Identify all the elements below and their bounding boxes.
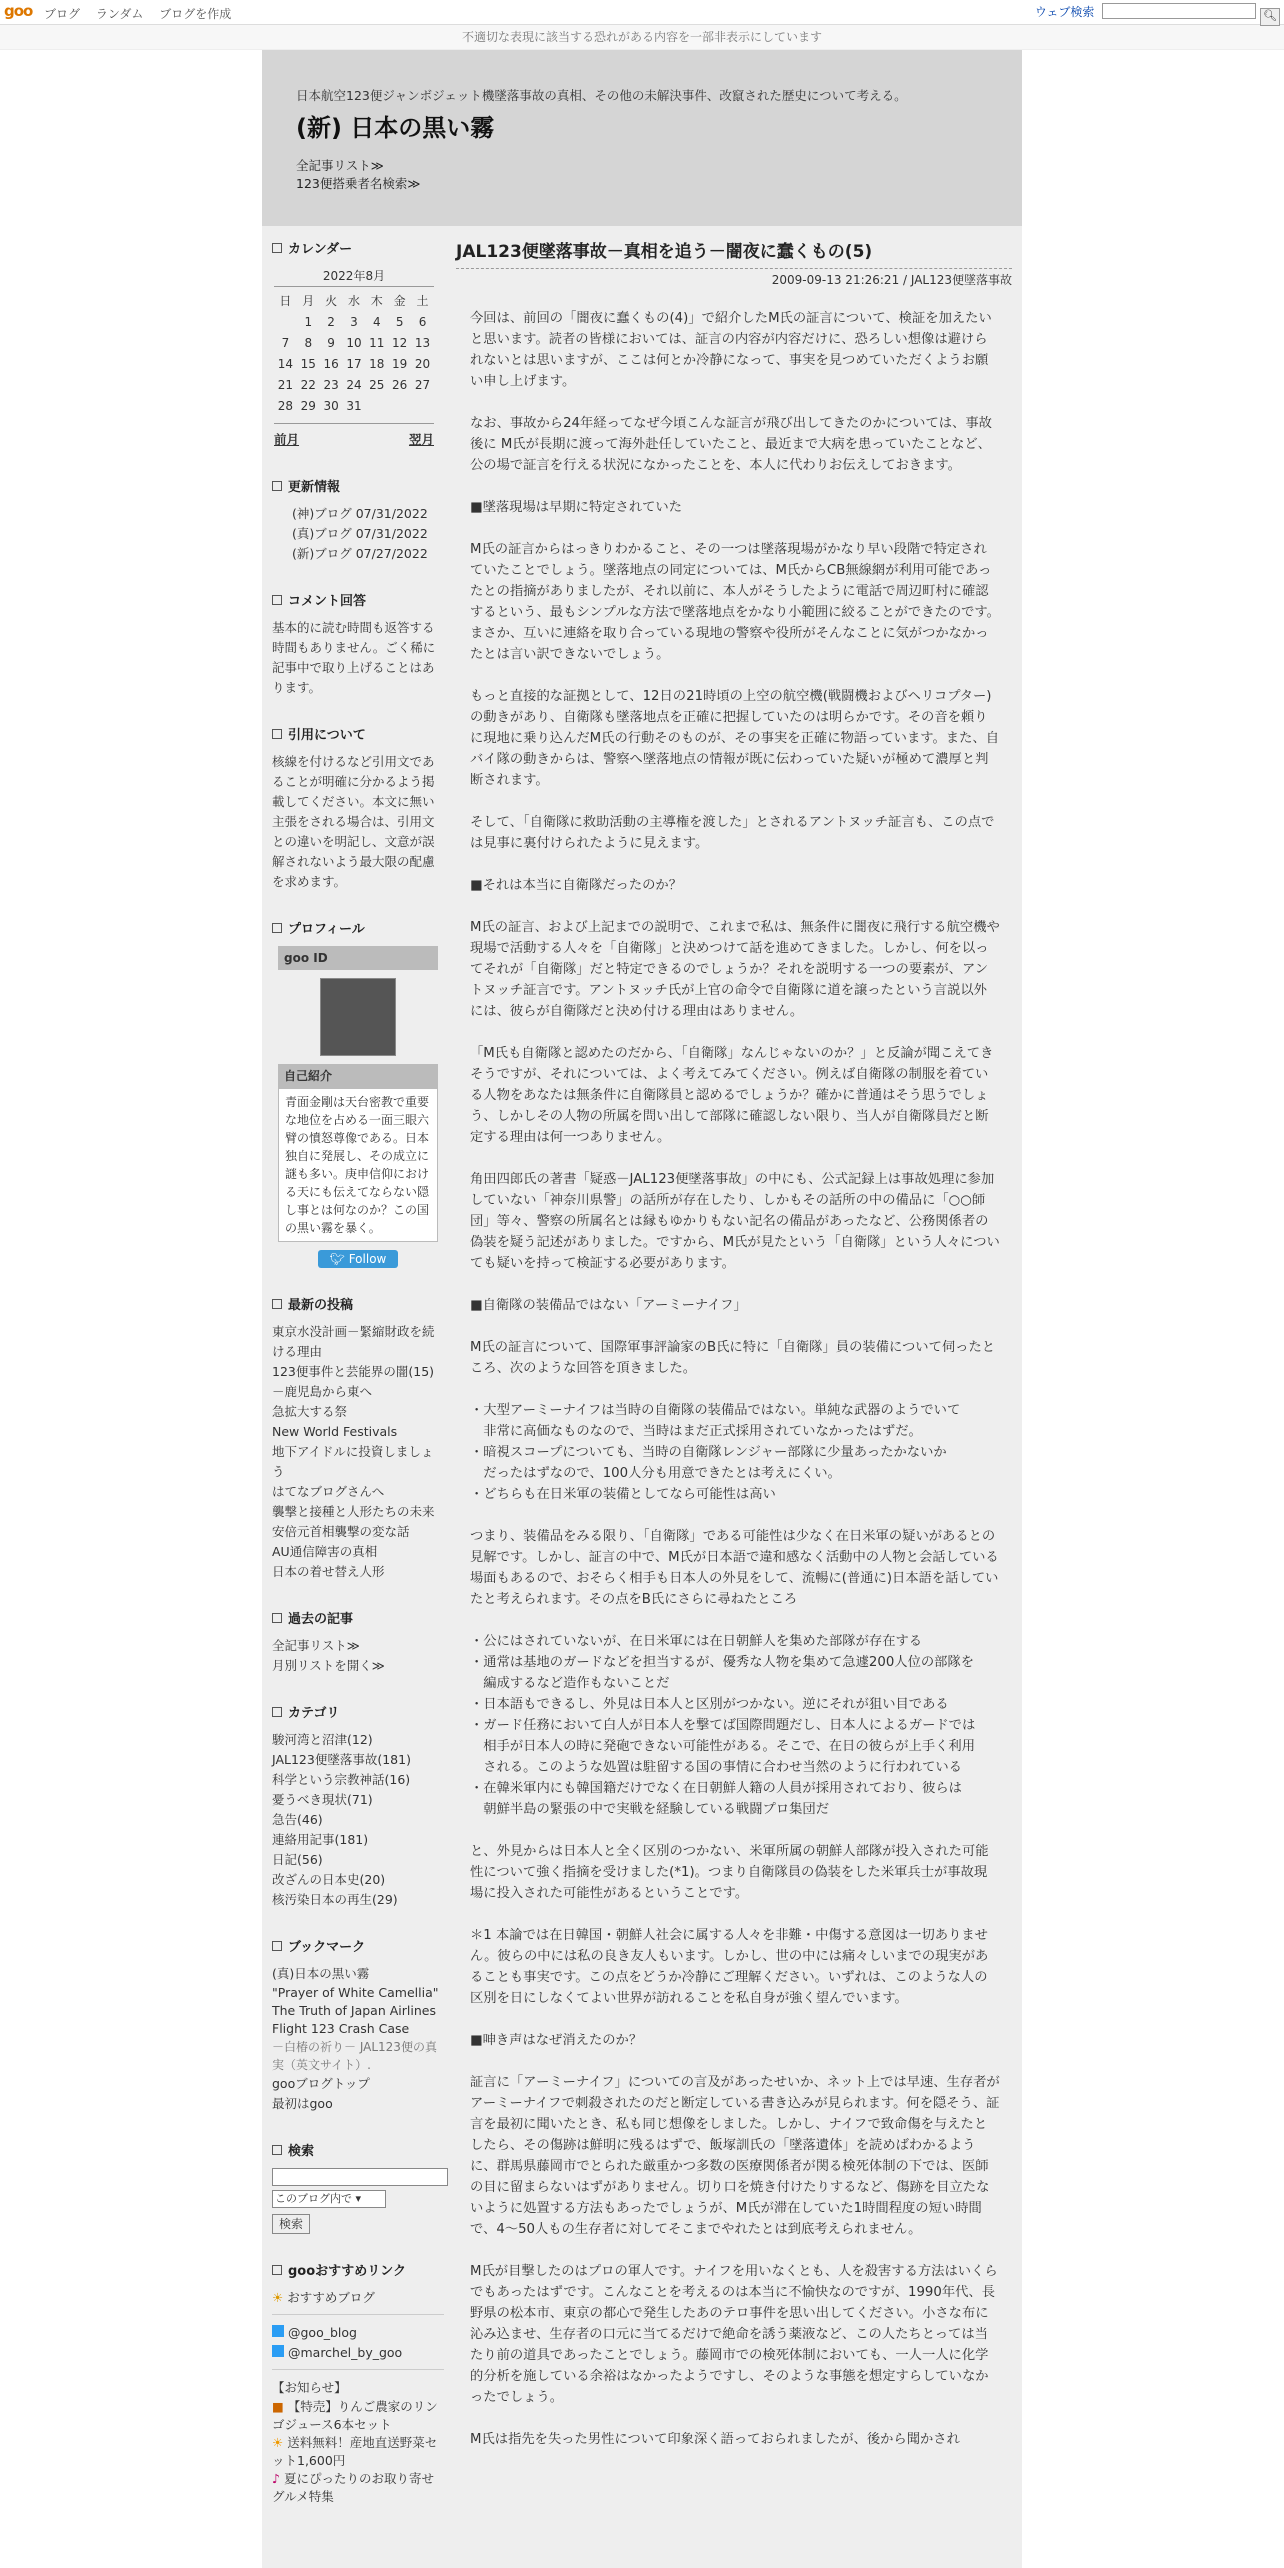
calendar-day <box>274 312 297 333</box>
quote-heading: 引用について <box>288 728 366 743</box>
sidebar <box>272 240 444 2534</box>
passenger-search-link[interactable]: 123便搭乗者名検索≫ <box>296 176 421 191</box>
bullet-square-icon <box>272 1707 282 1717</box>
calendar-day: 24 <box>346 378 362 392</box>
category-count: (56) <box>297 1852 323 1867</box>
goo-id-label: goo ID <box>278 946 438 970</box>
category-item[interactable] <box>272 1810 444 1830</box>
post-paragraph: M氏は指先を失った男性について印象深く語っておられましたが、後から聞かされ <box>470 2432 960 2447</box>
calendar-day: 15 <box>300 357 316 371</box>
recent-post-link[interactable]: New World Festivals <box>272 1424 398 1439</box>
top-link-create[interactable]: ブログを作成 <box>159 7 232 21</box>
calendar-day: 16 <box>323 357 339 371</box>
comments-heading: コメント回答 <box>288 594 367 609</box>
update-item[interactable]: (新)ブログ 07/27/2022 <box>292 546 428 561</box>
bullet-square-icon <box>272 2145 282 2155</box>
calendar-day: 17 <box>346 357 362 371</box>
search-icon[interactable]: 🔍︎ <box>1260 8 1280 26</box>
top-bar <box>0 0 1284 25</box>
category-item[interactable] <box>272 1850 444 1870</box>
calendar-day: 14 <box>277 357 294 371</box>
news-text: 夏にぴったりのお取り寄せグルメ特集 <box>272 2471 434 2504</box>
calendar-day: 25 <box>369 378 385 392</box>
top-links <box>44 5 243 22</box>
post-paragraph: と、外見からは日本人と全く区別のつかない、米軍所属の朝鮮人部隊が投入された可能性について強く指摘を受けました(*1)。つまり自衛隊員の偽装をした米軍兵士が事故現場に投入された可能性があるということです。 <box>470 1844 989 1901</box>
category-count: (71) <box>347 1792 373 1807</box>
category-item[interactable] <box>272 1750 444 1770</box>
post-section-heading: ■自衛隊の装備品ではない「アーミーナイフ」 <box>470 1298 747 1313</box>
bookmark-heading: ブックマーク <box>288 1940 366 1955</box>
category-name: 改ざんの日本史 <box>272 1872 360 1887</box>
post-paragraph: もっと直接的な証拠として、12日の21時頃の上空の航空機(戦闘機およびヘリコプター)の動きがあり、自衛隊も墜落地点を正確に把握していたのは明らかです。その音を頼りに現地に乗り込んだM氏の行動そのものが、その事実を正確に物語っています。また、自バイ隊の動きからは、警察へ墜落地点の情報が既に伝わっていた疑いが極めて濃厚と判断されます。 <box>470 689 999 788</box>
post-paragraph: M氏の証言について、国際軍事評論家のB氏に特に「自衛隊」員の装備について伺ったところ、次のような回答を頂きました。 <box>470 1340 996 1376</box>
calendar-day: 2 <box>327 315 335 329</box>
bullet-square-icon <box>272 1299 282 1309</box>
intro-label: 自己紹介 <box>278 1064 438 1088</box>
page-container <box>262 50 1022 2568</box>
archive-heading: 過去の記事 <box>288 1612 354 1627</box>
bird-icon: 🐦︎ <box>329 1252 345 1266</box>
post-section-heading: ■それは本当に自衛隊だったのか？ <box>470 878 683 893</box>
category-name: JAL123便墜落事故 <box>272 1752 378 1767</box>
post-section-heading: ■呻き声はなぜ消えたのか？ <box>470 2033 643 2048</box>
twitter-link[interactable] <box>272 2343 444 2370</box>
news-item[interactable] <box>272 2470 444 2506</box>
recent-heading: 最新の投稿 <box>288 1298 354 1313</box>
calendar-weekday: 金 <box>393 294 406 308</box>
calendar-day: 9 <box>327 336 335 350</box>
goo-links-box <box>272 2262 444 2506</box>
category-count: (20) <box>359 1872 386 1887</box>
post-paragraph: 「M氏も自衛隊と認めたのだから、「自衛隊」なんじゃないのか？」と反論が聞こえてきそうですが、それについては、よく考えてみてください。例えば自衛隊の制服を着ている人物をあなたは無条件に自衛隊員と認めるでしょうか？確かに普通はそう思うでしょう、しかしその人物の所属を問い出して部隊に確認しない限り、当人が自衛隊員だと断定する理由は何一つありません。 <box>470 1046 994 1145</box>
news-item[interactable] <box>272 2398 444 2434</box>
calendar-day: 28 <box>277 399 294 413</box>
twitter-icon <box>272 2325 284 2337</box>
calendar-day: 26 <box>392 378 408 392</box>
archive-month-link[interactable]: 月別リストを開く≫ <box>272 1658 385 1673</box>
bookmark-box <box>272 1938 444 2114</box>
updates-box <box>272 478 444 564</box>
post-paragraph: M氏の証言、および上記までの説明で、これまで私は、無条件に闇夜に飛行する航空機や現場で活動する人々を「自衛隊」と決めつけて話を進めてきました。しかし、何を以ってそれが「自衛隊」だと特定できるのでしょうか？それを説明する一つの要素が、アントヌッチ証言です。アントヌッチ氏が上官の命令で自衛隊に道を譲ったという言説以外には、彼らが自衛隊だと決め付ける理由はありません。 <box>470 920 1000 1019</box>
post-paragraph: 今回は、前回の「闇夜に蠢くもの(4)」で紹介したM氏の証言について、検証を加えたいと思います。読者の皆様においては、証言の内容が内容だけに、恐ろしい想像は避けられないとは思いますが、ここは何とか冷静になって、事実を見つめていただくようお願い申し上げます。 <box>470 311 992 389</box>
calendar-day: 13 <box>414 336 431 350</box>
quote-text: 核線を付けるなど引用文であることが明確に分かるよう掲載してください。本文に無い主張をされる場合は、引用文との違いを明記し、文意が誤解されないよう最大限の配慮を求めます。 <box>272 754 435 889</box>
bullet-square-icon <box>272 729 282 739</box>
twitter-handle: @goo_blog <box>287 2325 357 2340</box>
web-search-label[interactable]: ウェブ検索 <box>1034 5 1095 19</box>
blog-header <box>262 50 1022 226</box>
calendar-day: 8 <box>304 336 313 350</box>
bullet-square-icon <box>272 923 282 933</box>
calendar-day: 6 <box>418 315 427 329</box>
intro-text: 青面金剛は天台密教で重要な地位を占める一面三眼六臂の憤怒尊像である。日本独自に発展し、その成立に謎も多い。庚申信仰における天にも伝えてならない隠し事とは何なのか？この国の黒い霧を暴く。 <box>278 1088 438 1242</box>
search-box <box>272 2142 444 2234</box>
news-item[interactable] <box>272 2434 444 2470</box>
calendar-day: 4 <box>372 315 381 329</box>
recent-post-link[interactable]: AU通信障害の真相 <box>272 1544 378 1559</box>
bullet-square-icon <box>272 595 282 605</box>
category-count: (181) <box>334 1832 369 1847</box>
news-text: 【特売】りんご農家のリンゴジュース6本セット <box>272 2399 438 2432</box>
calendar-day: 19 <box>392 357 408 371</box>
category-item[interactable] <box>272 1790 444 1810</box>
calendar-weekday: 木 <box>370 294 383 308</box>
category-count: (46) <box>297 1812 323 1827</box>
bookmark-item: －白椿の祈り－ JAL123便の真実（英文サイト）. <box>272 2040 437 2072</box>
category-name: 核汚染日本の再生 <box>272 1892 373 1907</box>
calendar-day: 7 <box>281 336 290 350</box>
calendar-prev[interactable]: 前月 <box>274 432 300 447</box>
post-title[interactable]: JAL123便墜落事故－真相を追う－闇夜に蠢くもの(5) <box>456 242 873 262</box>
category-item[interactable] <box>272 1830 444 1850</box>
calendar-weekday: 月 <box>302 294 315 308</box>
category-item[interactable] <box>272 1730 444 1750</box>
follow-label: Follow <box>348 1252 387 1266</box>
twitter-icon <box>272 2345 284 2357</box>
calendar-day: 21 <box>277 378 294 392</box>
blog-description: 日本航空123便ジャンボジェット機墜落事故の真相、その他の未解決事件、改竄された歴史について考える。 <box>296 88 907 103</box>
bullet-square-icon <box>272 481 282 491</box>
recent-post-link[interactable]: 安倍元首相襲撃の変な話 <box>272 1524 410 1539</box>
sun-icon: ☀︎ <box>272 2435 284 2450</box>
bulb-icon: ☀︎ <box>272 2290 284 2305</box>
category-heading: カテゴリ <box>288 1706 340 1721</box>
select-value: このブログ内で <box>275 2192 352 2205</box>
update-item[interactable]: (神)ブログ 07/31/2022 <box>292 506 428 521</box>
category-item[interactable] <box>272 1890 444 1910</box>
search-heading: 検索 <box>288 2144 315 2159</box>
blog-title[interactable]: (新) 日本の黒い霧 <box>296 114 495 142</box>
blog-search-select[interactable]: このブログ内で ▾ <box>272 2190 386 2208</box>
calendar-day: 18 <box>369 357 385 371</box>
post-paragraph: つまり、装備品をみる限り、「自衛隊」である可能性は少なく在日米軍の疑いがあるとの見解です。しかし、証言の中で、M氏が日本語で違和感なく活動中の人物と会話している場面もあるので、おそらく相手も日本人の外見をして、流暢に(普通に)日本語を話していたと考えられます。その点をB氏にさらに尋ねたところ <box>470 1529 999 1607</box>
category-box <box>272 1704 444 1910</box>
web-search-input[interactable] <box>1102 3 1256 19</box>
twitter-follow-button[interactable] <box>318 1250 398 1268</box>
calendar-day <box>411 396 434 417</box>
category-count: (12) <box>347 1732 373 1747</box>
calendar-next[interactable]: 翌月 <box>408 432 434 447</box>
recent-post-link[interactable]: 地下アイドルに投資しましょう <box>272 1444 434 1479</box>
post-meta: 2009-09-13 21:26:21 / JAL123便墜落事故 <box>456 268 1012 288</box>
recent-post-link[interactable]: 日本の着せ替え人形 <box>272 1564 385 1579</box>
recent-post-link[interactable]: はてなブログさんへ <box>272 1484 385 1499</box>
web-search <box>1035 3 1280 26</box>
post-paragraph: M氏の証言からはっきりわかること、その一つは墜落現場がかなり早い段階で特定されていたことでしょう。墜落地点の同定については、M氏からCB無線網が利用可能であったとの指摘がありましたが、それ以前に、本人がそうしたように電話で周辺町村に確認するという、最もシンプルな方法で墜落地点をかなり小範囲に絞ることができたのです。まさか、互いに連絡を取り合っている現地の警察や役所がそんなことに気がつかなかったとは言い訳できないでしょう。 <box>470 542 1000 662</box>
category-item[interactable] <box>272 1770 444 1790</box>
calendar-weekday: 水 <box>347 294 360 308</box>
quote-box <box>272 726 444 892</box>
recent-post-link[interactable]: 襲撃と接種と人形たちの未来 <box>272 1504 435 1519</box>
bookmark-item[interactable]: (真)日本の黒い霧 <box>272 1966 370 1981</box>
post-paragraph: ・公にはされていないが、在日米軍には在日朝鮮人を集めた部隊が存在する ・通常は基地のガードなどを担当するが、優秀な人物を集めて急遽200人位の部隊を 編成するなど造作もないことだ ・日本語もできるし、外見は日本人と区別がつかない。逆にそれが狙い目である ・ガード任務において白人が日本人を撃てば国際問題だし、日本人によるガードでは 相手が日本人の時に発砲できない可能性がある。そこで、在日の彼らが上手く利用 される。このような処置は駐留する国の事情に合わせ当然のように行われている ・在韓米軍内にも韓国籍だけでなく在日朝鮮人籍の人員が採用されており、彼らは 朝鮮半島の緊張の中で実戦を経験している戦闘プロ集団だ <box>470 1634 976 1817</box>
goo-logo[interactable]: goo <box>4 2 33 20</box>
calendar-weekday: 火 <box>325 294 338 308</box>
calendar-day: 27 <box>414 378 431 392</box>
category-item[interactable] <box>272 1870 444 1890</box>
bullet-square-icon <box>272 1941 282 1951</box>
category-name: 科学という宗教神話 <box>272 1772 385 1787</box>
calendar-day: 11 <box>369 336 385 350</box>
post-paragraph: ・大型アーミーナイフは当時の自衛隊の装備品ではない。単純な武器のようでいて 非常に高価なものなので、当時はまだ正式採用されていなかったはずだ。 ・暗視スコープについても、当時の自衛隊レンジャー部隊に少量あったかないか だったはずなので、100人分も用意できたとは考えにくい。 ・どちらも在日米軍の装備としてなら可能性は高い <box>470 1403 961 1502</box>
calendar-box <box>272 240 444 450</box>
category-name: 連絡用記事 <box>272 1832 335 1847</box>
calendar-day: 12 <box>392 336 408 350</box>
blog-search-input[interactable] <box>272 2168 448 2186</box>
bullet-square-icon <box>272 1613 282 1623</box>
calendar-day: 3 <box>350 315 358 329</box>
profile-avatar[interactable] <box>320 978 396 1056</box>
category-name: 日記 <box>272 1852 298 1867</box>
gift-icon: ■ <box>272 2399 284 2414</box>
archive-box <box>272 1610 444 1676</box>
post-paragraph: 証言に「アーミーナイフ」についての言及があったせいか、ネット上では早速、生存者がアーミーナイフで刺殺されたのだと断定している書き込みが見られます。何を隠そう、証言を最初に聞いたとき、私も同じ想像をしました。しかし、ナイフで致命傷を与えたとしたら、その傷跡は鮮明に残るはずで、飯塚訓氏の「墜落遺体」を読めばわかるように、群馬県藤岡市でとられた厳重かつ多数の医療関係者が関る検死体制の下では、医師の目に留まらないはずがありません。切り口を焼き付けたりするなど、傷跡を目立たないように処置する方法もあったでしょうが、M氏が滞在していた1時間程度の短い時間で、4～50人もの生存者に対してそこまでやれたとは到底考えられません。 <box>470 2075 1000 2237</box>
post-paragraph: なお、事故から24年経ってなぜ今頃こんな証言が飛び出してきたのかについては、事故後に M氏が長期に渡って海外赴任していたこと、最近まで大病を患っていたことなど、公の場で証言を行える状況になかったことを、本人に代わりお伝えしておきます。 <box>470 416 992 473</box>
calendar-day <box>365 396 388 417</box>
category-count: (29) <box>372 1892 398 1907</box>
calendar-weekday: 日 <box>279 294 292 308</box>
main-content <box>456 240 1012 2471</box>
category-count: (16) <box>384 1772 411 1787</box>
content-notice: 不適切な表現に該当する恐れがある内容を一部非表示にしています <box>0 25 1284 50</box>
blog-search-button[interactable]: 検索 <box>272 2214 310 2234</box>
calendar-day <box>388 396 411 417</box>
bookmark-item[interactable]: 最初はgoo <box>272 2096 333 2111</box>
bullet-square-icon <box>272 2265 282 2275</box>
category-name: 急告 <box>272 1812 298 1827</box>
calendar <box>274 266 434 450</box>
calendar-weekday: 土 <box>416 294 429 308</box>
post-paragraph: そして、「自衛隊に救助活動の主導権を渡した」とされるアントヌッチ証言も、この点では見事に裏付けられたように見えます。 <box>470 815 995 851</box>
recommended-label: おすすめブログ <box>287 2290 375 2305</box>
all-articles-link[interactable]: 全記事リスト≫ <box>296 158 384 173</box>
post-paragraph: ＊1 本論では在日韓国・朝鮮人社会に属する人々を非難・中傷する意図は一切ありません。彼らの中には私の良き友人もいます。しかし、世の中には痛々しいまでの現実があることも事実です。この点をどうか冷静にご理解ください。いずれは、このような人の区別を日にしなくてよい世界が訪れることを私自身が強く望んでいます。 <box>470 1928 989 2006</box>
calendar-day: 22 <box>300 378 316 392</box>
calendar-day: 1 <box>304 315 313 329</box>
recent-post-link[interactable]: 東京水没計画－緊縮財政を続ける理由 <box>272 1324 435 1359</box>
post-paragraph: M氏が目撃したのはプロの軍人です。ナイフを用いなくとも、人を殺害する方法はいくらでもあったはずです。こんなことを考えるのは本当に不愉快なのですが、1990年代、長野県の松本市、東京の都心で発生したあのテロ事件を思い出してください。小さな布に沁み込ませ、生存者の口元に当てるだけで絶命を誘う薬液など、この人たちとっては当たり前の道具であったことでしょう。藤岡市での検死体制においても、一人一人に化学的分析を施している余裕はなかったようですし、そのような事態を想定すらしていなかったでしょう。 <box>470 2264 998 2405</box>
calendar-day: 10 <box>346 336 362 350</box>
recommended-blog-link[interactable] <box>272 2288 444 2315</box>
news-heading: 【お知らせ】 <box>272 2380 347 2395</box>
category-name: 憂うべき現状 <box>272 1792 348 1807</box>
calendar-day: 31 <box>346 399 362 413</box>
note-icon: ♪ <box>272 2471 280 2486</box>
updates-heading: 更新情報 <box>288 480 341 495</box>
category-count: (181) <box>377 1752 411 1767</box>
recent-post-link[interactable]: 急拡大する祭 <box>272 1404 348 1419</box>
twitter-link[interactable] <box>272 2323 444 2343</box>
post-paragraph: 角田四郎氏の著書「疑惑－JAL123便墜落事故」の中にも、公式記録上は事故処理に参加していない「神奈川県警」の話所が存在したり、しかもその話所の中の備品に「○○師団」等々、警察の所属名とは縁もゆかりもない記名の備品があったなど、公務関係者の偽装を疑う記述がありました。ですから、M氏が見たという「自衛隊」という人々についても疑いを持って検証する必要があります。 <box>470 1172 1000 1271</box>
top-link-random[interactable]: ランダム <box>95 7 144 21</box>
calendar-month: 2022年8月 <box>274 266 434 287</box>
calendar-day: 5 <box>395 315 404 329</box>
calendar-day: 20 <box>414 357 431 371</box>
calendar-grid <box>274 291 434 417</box>
update-item[interactable]: (真)ブログ 07/31/2022 <box>292 526 428 541</box>
profile-heading: プロフィール <box>288 922 365 937</box>
recent-post-link[interactable]: 123便事件と芸能界の闇(15)－鹿児島から東へ <box>272 1364 435 1399</box>
archive-all-link[interactable]: 全記事リスト≫ <box>272 1638 360 1653</box>
bookmark-item[interactable]: "Prayer of White Camellia" The Truth of Japan Airlines Flight 123 Crash Case <box>272 1985 439 2036</box>
bullet-square-icon <box>272 243 282 253</box>
post-section-heading: ■墜落現場は早期に特定されていた <box>470 500 683 515</box>
top-link-blog[interactable]: ブログ <box>44 7 81 21</box>
comments-box <box>272 592 444 698</box>
bookmark-item[interactable]: gooブログトップ <box>272 2076 370 2091</box>
calendar-day: 23 <box>323 378 339 392</box>
comments-text: 基本的に読む時間も返答する時間もありません。ごく稀に記事中で取り上げることはあります。 <box>272 620 436 695</box>
calendar-day: 30 <box>323 399 339 413</box>
calendar-heading: カレンダー <box>288 242 353 257</box>
calendar-day: 29 <box>300 399 316 413</box>
category-name: 駿河湾と沼津 <box>272 1732 348 1747</box>
profile-box <box>272 920 444 1268</box>
goo-links-heading: gooおすすめリンク <box>288 2264 407 2279</box>
news-text: 送料無料！産地直送野菜セット1,600円 <box>272 2435 438 2468</box>
twitter-handle: @marchel_by_goo <box>287 2345 403 2360</box>
post-body <box>456 288 1012 2450</box>
recent-posts-box <box>272 1296 444 1582</box>
